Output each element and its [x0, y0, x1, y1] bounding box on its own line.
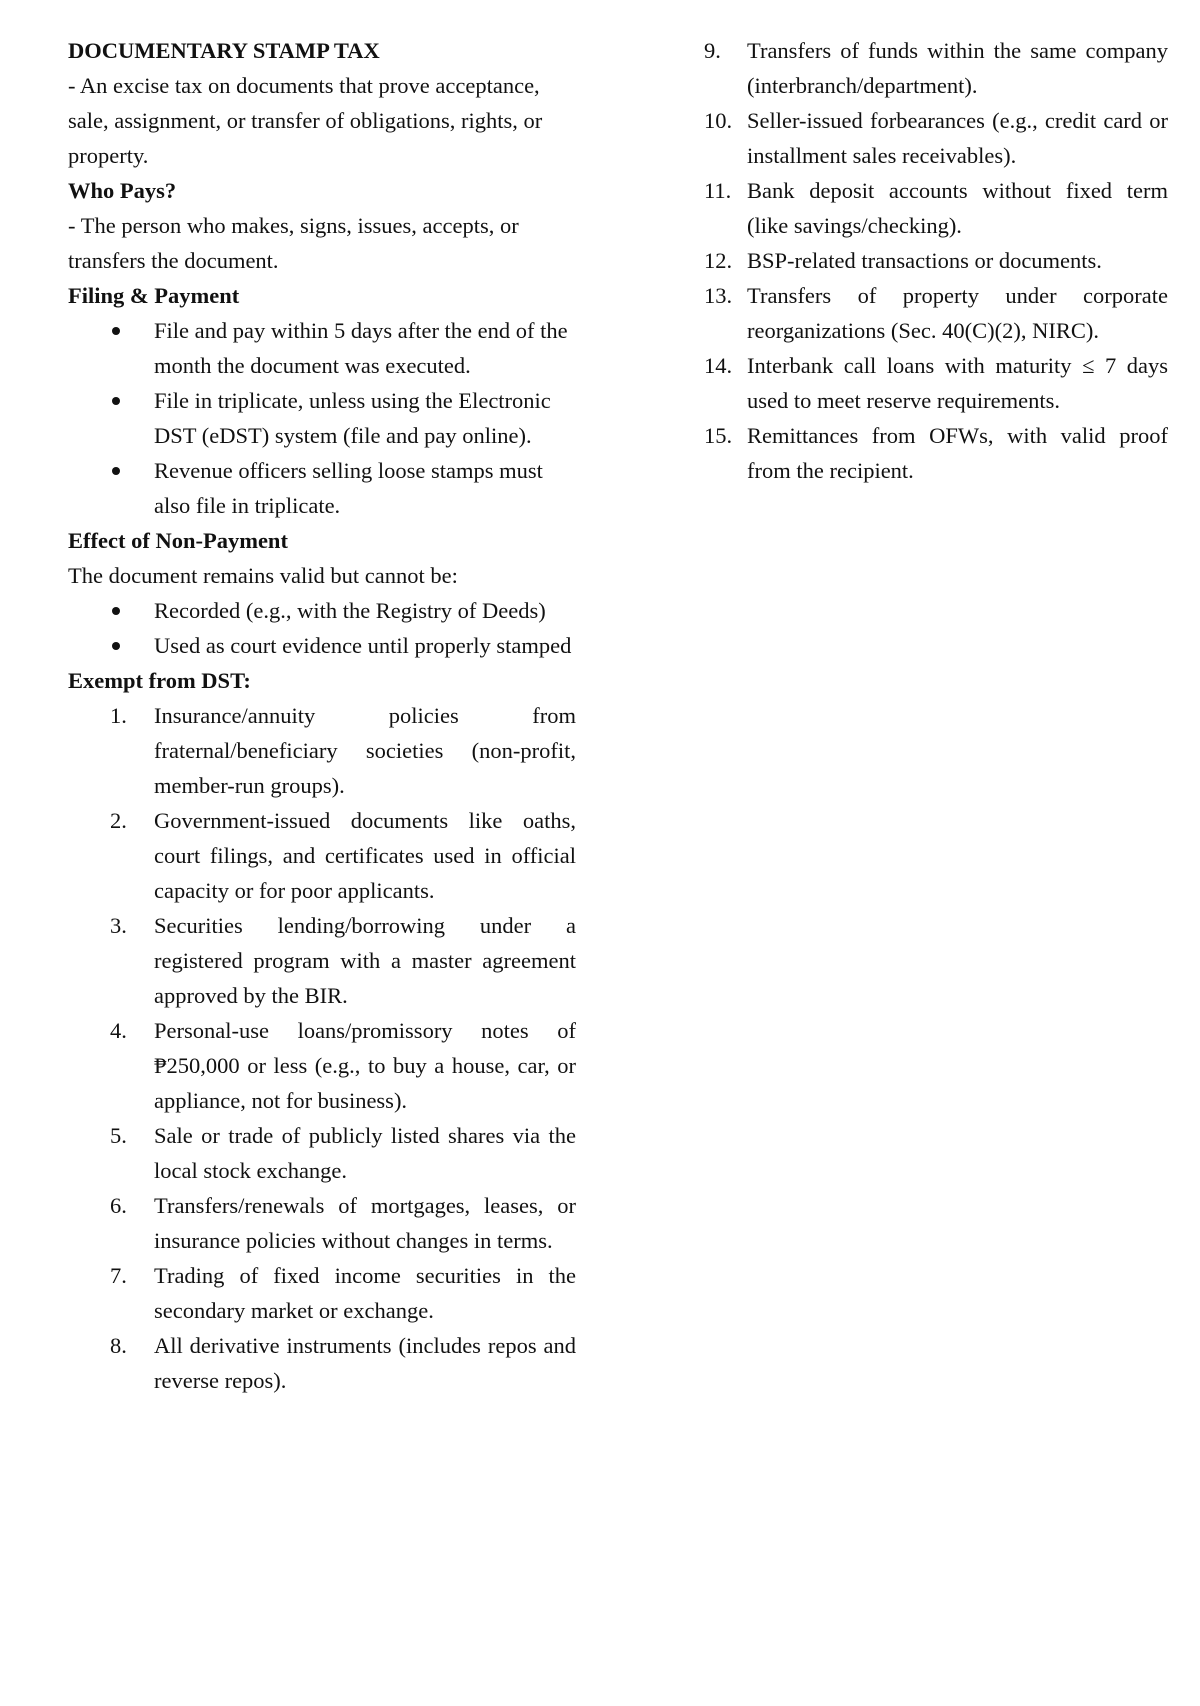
list-item-text: BSP-related transactions or documents.	[747, 248, 1102, 273]
list-item	[68, 1188, 576, 1258]
bullet-icon	[112, 467, 120, 475]
who-pays-heading: Who Pays?	[68, 178, 177, 203]
filing-heading: Filing & Payment	[68, 283, 240, 308]
list-item-number: 15.	[704, 423, 733, 448]
list-item	[68, 453, 576, 523]
filing-list	[68, 313, 576, 523]
list-item	[68, 593, 576, 628]
list-item-number: 4.	[110, 1018, 127, 1043]
list-item-text: Trading of fixed income securities in the secondary market or exchange.	[154, 1263, 576, 1323]
list-item-number: 7.	[110, 1263, 127, 1288]
list-item-number: 1.	[110, 703, 127, 728]
effect-intro: The document remains valid but cannot be:	[68, 563, 458, 588]
list-item	[68, 1328, 576, 1398]
list-item-number: 6.	[110, 1193, 127, 1218]
list-item-text: Used as court evidence until properly stamped	[154, 633, 572, 658]
list-item	[700, 173, 1168, 243]
list-item-text: Sale or trade of publicly listed shares via the local stock exchange.	[154, 1123, 576, 1183]
list-item	[68, 803, 576, 908]
list-item	[68, 908, 576, 1013]
definition-text: - An excise tax on documents that prove acceptance, sale, assignment, or transfer of obligations, rights, or property.	[68, 73, 543, 168]
list-item-text: Securities lending/borrowing under a registered program with a master agreement approved by the BIR.	[154, 913, 576, 1008]
list-item-number: 3.	[110, 913, 127, 938]
list-item-text: Interbank call loans with maturity ≤ 7 days used to meet reserve requirements.	[747, 353, 1168, 413]
list-item-number: 14.	[704, 353, 733, 378]
exempt-list-part-2	[700, 33, 1168, 488]
list-item	[68, 1258, 576, 1328]
document-title: DOCUMENTARY STAMP TAX	[68, 38, 380, 63]
exempt-heading: Exempt from DST:	[68, 668, 251, 693]
list-item	[68, 1013, 576, 1118]
list-item-text: Remittances from OFWs, with valid proof from the recipient.	[747, 423, 1168, 483]
list-item	[700, 278, 1168, 348]
list-item-text: Revenue officers selling loose stamps must also file in triplicate.	[154, 458, 543, 518]
list-item-text: All derivative instruments (includes repos and reverse repos).	[154, 1333, 576, 1393]
list-item-text: Transfers/renewals of mortgages, leases, or insurance policies without changes in terms.	[154, 1193, 576, 1253]
bullet-icon	[112, 642, 120, 650]
left-column	[68, 33, 576, 1398]
list-item	[700, 243, 1168, 278]
bullet-icon	[112, 397, 120, 405]
list-item-number: 10.	[704, 108, 733, 133]
list-item	[68, 698, 576, 803]
list-item-number: 11.	[704, 178, 732, 203]
list-item-text: Transfers of property under corporate reorganizations (Sec. 40(C)(2), NIRC).	[747, 283, 1168, 343]
list-item-number: 12.	[704, 248, 733, 273]
list-item-text: File in triplicate, unless using the Electronic DST (eDST) system (file and pay online).	[154, 388, 551, 448]
list-item-text: Bank deposit accounts without fixed term (like savings/checking).	[747, 178, 1168, 238]
list-item-number: 8.	[110, 1333, 127, 1358]
list-item-text: Insurance/annuity policies from fraternal/beneficiary societies (non-profit, member-run groups).	[154, 703, 576, 798]
list-item	[68, 313, 576, 383]
effect-list	[68, 593, 576, 663]
list-item	[700, 103, 1168, 173]
list-item-text: Personal-use loans/promissory notes of ₱250,000 or less (e.g., to buy a house, car, or appliance, not for business).	[154, 1018, 576, 1113]
list-item-text: Recorded (e.g., with the Registry of Deeds)	[154, 598, 546, 623]
who-pays-text: - The person who makes, signs, issues, accepts, or transfers the document.	[68, 213, 519, 273]
list-item-text: File and pay within 5 days after the end of the month the document was executed.	[154, 318, 568, 378]
bullet-icon	[112, 607, 120, 615]
list-item-number: 9.	[704, 38, 721, 63]
effect-heading: Effect of Non-Payment	[68, 528, 288, 553]
list-item-number: 5.	[110, 1123, 127, 1148]
list-item	[68, 628, 576, 663]
right-column	[700, 33, 1168, 488]
bullet-icon	[112, 327, 120, 335]
list-item-number: 2.	[110, 808, 127, 833]
list-item-number: 13.	[704, 283, 733, 308]
list-item	[68, 1118, 576, 1188]
exempt-list-part-1	[68, 698, 576, 1398]
list-item	[700, 348, 1168, 418]
list-item-text: Seller-issued forbearances (e.g., credit card or installment sales receivables).	[747, 108, 1168, 168]
list-item	[700, 33, 1168, 103]
list-item-text: Government-issued documents like oaths, court filings, and certificates used in official capacity or for poor applicants.	[154, 808, 576, 903]
list-item-text: Transfers of funds within the same company (interbranch/department).	[747, 38, 1168, 98]
list-item	[68, 383, 576, 453]
list-item	[700, 418, 1168, 488]
